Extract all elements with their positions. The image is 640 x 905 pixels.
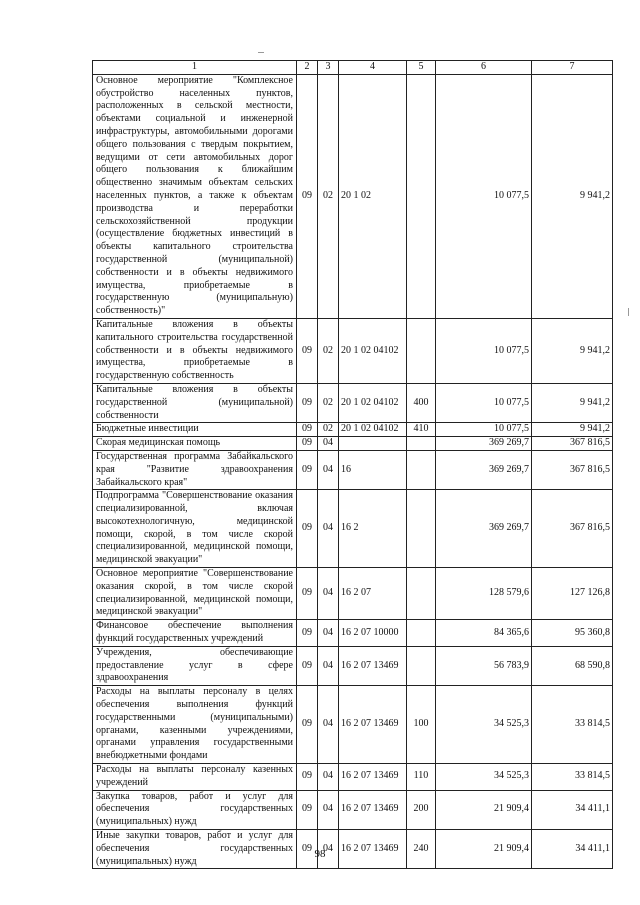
row-section: 09 — [297, 686, 318, 764]
row-target-code — [339, 437, 407, 451]
row-section: 09 — [297, 450, 318, 489]
row-name: Учреждения, обеспечивающие предоставление услуг в сфере здравоохранения — [93, 646, 297, 685]
row-subsection: 04 — [318, 764, 339, 791]
row-name: Скорая медицинская помощь — [93, 437, 297, 451]
row-section: 09 — [297, 318, 318, 383]
row-amount-2: 367 816,5 — [532, 450, 613, 489]
row-expense-type — [407, 646, 436, 685]
row-amount-2: 367 816,5 — [532, 437, 613, 451]
row-subsection: 04 — [318, 490, 339, 568]
row-target-code: 16 2 07 10000 — [339, 620, 407, 647]
row-amount-2: 9 941,2 — [532, 383, 613, 422]
row-amount-2: 127 126,8 — [532, 568, 613, 620]
row-amount-2: 9 941,2 — [532, 423, 613, 437]
row-amount-1: 369 269,7 — [436, 437, 532, 451]
row-expense-type: 410 — [407, 423, 436, 437]
row-subsection: 04 — [318, 450, 339, 489]
row-target-code: 20 1 02 — [339, 74, 407, 318]
table-row — [93, 646, 613, 685]
row-expense-type — [407, 620, 436, 647]
row-target-code: 16 — [339, 450, 407, 489]
col-header: 3 — [318, 61, 339, 75]
row-name: Капитальные вложения в объекты государственной (муниципальной) собственности — [93, 383, 297, 422]
table-row — [93, 450, 613, 489]
row-expense-type — [407, 490, 436, 568]
row-expense-type — [407, 318, 436, 383]
table-row — [93, 686, 613, 764]
row-amount-2: 367 816,5 — [532, 490, 613, 568]
row-amount-1: 369 269,7 — [436, 490, 532, 568]
row-section: 09 — [297, 646, 318, 685]
row-target-code: 20 1 02 04102 — [339, 383, 407, 422]
row-amount-1: 21 909,4 — [436, 790, 532, 829]
budget-table — [92, 60, 613, 869]
row-amount-1: 21 909,4 — [436, 830, 532, 869]
row-target-code: 16 2 07 13469 — [339, 686, 407, 764]
row-amount-2: 68 590,8 — [532, 646, 613, 685]
row-section: 09 — [297, 764, 318, 791]
row-subsection: 04 — [318, 620, 339, 647]
col-header: 7 — [532, 61, 613, 75]
row-section: 09 — [297, 74, 318, 318]
row-subsection: 04 — [318, 790, 339, 829]
row-amount-2: 9 941,2 — [532, 74, 613, 318]
row-expense-type: 240 — [407, 830, 436, 869]
row-section: 09 — [297, 437, 318, 451]
col-header: 1 — [93, 61, 297, 75]
table-row — [93, 423, 613, 437]
row-expense-type: 200 — [407, 790, 436, 829]
row-section: 09 — [297, 830, 318, 869]
row-target-code: 16 2 07 13469 — [339, 764, 407, 791]
row-expense-type — [407, 74, 436, 318]
row-section: 09 — [297, 423, 318, 437]
row-name: Финансовое обеспечение выполнения функций государственных учреждений — [93, 620, 297, 647]
row-target-code: 16 2 — [339, 490, 407, 568]
row-target-code: 20 1 02 04102 — [339, 318, 407, 383]
row-target-code: 16 2 07 13469 — [339, 646, 407, 685]
table-row — [93, 790, 613, 829]
row-section: 09 — [297, 790, 318, 829]
row-name: Иные закупки товаров, работ и услуг для обеспечения государственных (муниципальных) нужд — [93, 830, 297, 869]
row-section: 09 — [297, 490, 318, 568]
table-row — [93, 383, 613, 422]
row-section: 09 — [297, 568, 318, 620]
row-target-code: 16 2 07 — [339, 568, 407, 620]
table-row — [93, 74, 613, 318]
table-row — [93, 764, 613, 791]
row-name: Закупка товаров, работ и услуг для обеспечения государственных (муниципальных) нужд — [93, 790, 297, 829]
table-row — [93, 620, 613, 647]
row-subsection: 04 — [318, 830, 339, 869]
row-amount-2: 33 814,5 — [532, 764, 613, 791]
row-expense-type — [407, 437, 436, 451]
row-amount-1: 10 077,5 — [436, 423, 532, 437]
row-amount-2: 33 814,5 — [532, 686, 613, 764]
table-row — [93, 437, 613, 451]
scan-mark-right — [628, 308, 629, 316]
row-amount-2: 34 411,1 — [532, 830, 613, 869]
row-amount-1: 34 525,3 — [436, 686, 532, 764]
row-amount-1: 84 365,6 — [436, 620, 532, 647]
row-amount-2: 95 360,8 — [532, 620, 613, 647]
col-header: 5 — [407, 61, 436, 75]
row-amount-1: 56 783,9 — [436, 646, 532, 685]
row-subsection: 04 — [318, 686, 339, 764]
row-expense-type: 100 — [407, 686, 436, 764]
table-row — [93, 568, 613, 620]
row-target-code: 20 1 02 04102 — [339, 423, 407, 437]
row-amount-1: 10 077,5 — [436, 383, 532, 422]
row-expense-type: 110 — [407, 764, 436, 791]
row-name: Капитальные вложения в объекты капитального строительства государственной собственности и в объекты недвижимого имущества, приобретаемые в государственную собственность — [93, 318, 297, 383]
row-subsection: 02 — [318, 383, 339, 422]
row-section: 09 — [297, 620, 318, 647]
row-subsection: 02 — [318, 423, 339, 437]
row-name: Основное мероприятие "Совершенствование оказания скорой, в том числе скорой специализированной, медицинской помощи, медицинской эвакуации" — [93, 568, 297, 620]
row-target-code: 16 2 07 13469 — [339, 830, 407, 869]
row-subsection: 02 — [318, 74, 339, 318]
row-name: Подпрограмма "Совершенствование оказания специализированной, включая высокотехнологичную, медицинской помощи, скорой, в том числе скорой специализированной, медицинской помощи, медицинской эвакуации" — [93, 490, 297, 568]
row-subsection: 04 — [318, 646, 339, 685]
row-name: Бюджетные инвестиции — [93, 423, 297, 437]
header-row — [93, 61, 613, 75]
row-expense-type: 400 — [407, 383, 436, 422]
table-row — [93, 490, 613, 568]
row-amount-1: 34 525,3 — [436, 764, 532, 791]
row-amount-1: 10 077,5 — [436, 74, 532, 318]
row-amount-1: 128 579,6 — [436, 568, 532, 620]
row-name: Расходы на выплаты персоналу в целях обеспечения выполнения функций государственными (муниципальными) органами, казенными учреждениями, органами управления государственными внебюджетными фондами — [93, 686, 297, 764]
row-name: Расходы на выплаты персоналу казенных учреждений — [93, 764, 297, 791]
row-target-code: 16 2 07 13469 — [339, 790, 407, 829]
page-number: 98 — [314, 848, 326, 860]
row-subsection: 04 — [318, 437, 339, 451]
row-expense-type — [407, 568, 436, 620]
row-amount-2: 34 411,1 — [532, 790, 613, 829]
scan-mark-top — [258, 52, 264, 53]
row-name: Государственная программа Забайкальского края "Развитие здравоохранения Забайкальского края" — [93, 450, 297, 489]
col-header: 2 — [297, 61, 318, 75]
row-name: Основное мероприятие "Комплексное обустройство населенных пунктов, расположенных в сельской местности, объектами социальной и инженерной инфраструктуры, автомобильными дорогами общего пользования с твердым покрытием, ведущими от сети автомобильных дорог общего пользования к ближайшим общественно значимым объектам сельских населенных пунктов, а также к объектам производства и переработки сельскохозяйственной продукции (осуществление бюджетных инвестиций в объекты капитального строительства государственной (муниципальной) собственности и в объекты недвижимого имущества, приобретаемые в государственную (муниципальную) собственность)" — [93, 74, 297, 318]
table-row — [93, 318, 613, 383]
row-amount-1: 369 269,7 — [436, 450, 532, 489]
row-amount-1: 10 077,5 — [436, 318, 532, 383]
row-subsection: 02 — [318, 318, 339, 383]
row-subsection: 04 — [318, 568, 339, 620]
row-expense-type — [407, 450, 436, 489]
row-amount-2: 9 941,2 — [532, 318, 613, 383]
col-header: 4 — [339, 61, 407, 75]
row-section: 09 — [297, 383, 318, 422]
col-header: 6 — [436, 61, 532, 75]
